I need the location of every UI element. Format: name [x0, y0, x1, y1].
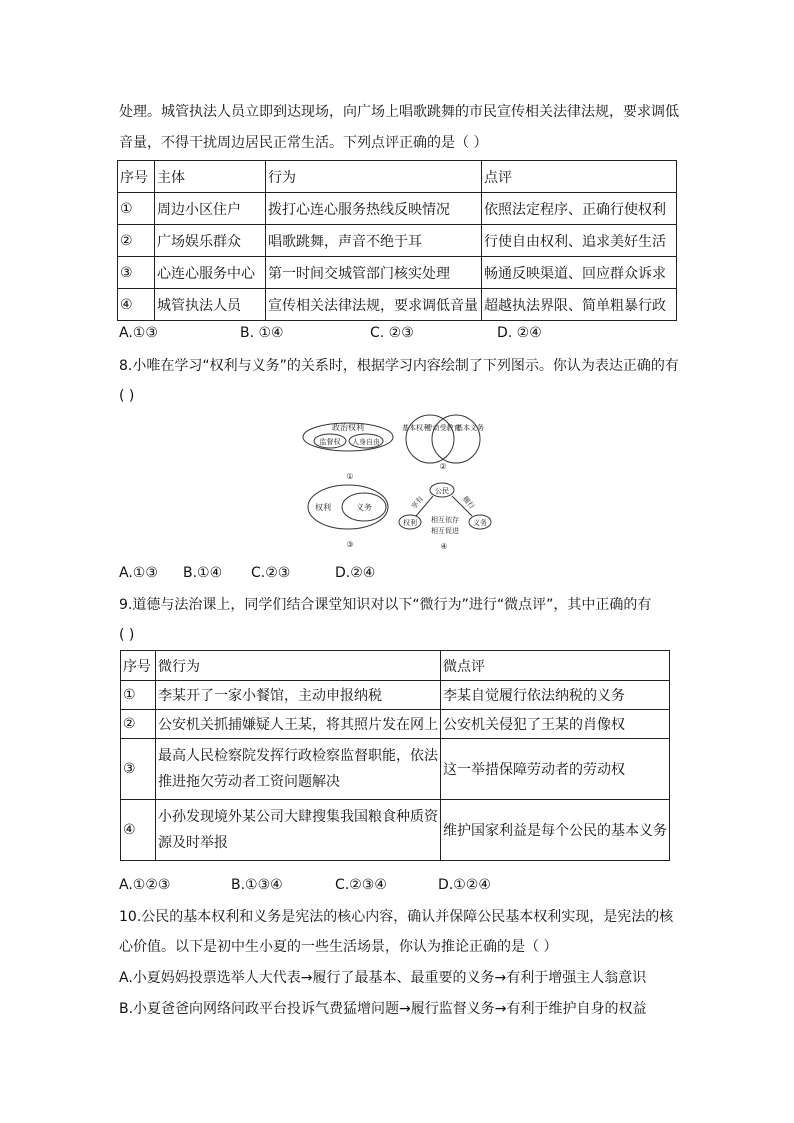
diagram-3 — [308, 485, 388, 549]
table-cell: 唱歌跳舞，声音不绝于耳 — [266, 225, 482, 257]
table-cell: ④ — [118, 289, 155, 321]
option-c[interactable]: C.②③④ — [335, 877, 387, 893]
d2-left-label: 基本权利 — [402, 424, 430, 432]
q7-table — [117, 160, 677, 321]
option-d[interactable]: D.①②④ — [438, 877, 491, 893]
header-cell: 点评 — [482, 161, 677, 193]
q9-stem-line1: 9.道德与法治课上，同学们结合课堂知识对以下“微行为”进行“微点评”，其中正确的有 — [119, 597, 652, 613]
d1-left-label: 监督权 — [319, 438, 341, 446]
diagram-4 — [399, 483, 491, 551]
d4-right-edge-label: 履行 — [460, 494, 477, 511]
option-b[interactable]: B. ①④ — [240, 325, 284, 341]
option-d[interactable]: D.②④ — [335, 565, 376, 581]
table-row — [118, 257, 677, 289]
header-cell: 序号 — [118, 161, 155, 193]
d1-number: ① — [346, 472, 354, 481]
table-cell: ④ — [121, 800, 156, 861]
d4-top-label: 公民 — [435, 487, 449, 495]
header-cell: 主体 — [155, 161, 266, 193]
table-cell: 拨打心连心服务热线反映情况 — [266, 193, 482, 225]
header-cell: 微行为 — [156, 651, 441, 681]
d4-right-label: 义务 — [473, 519, 487, 527]
q10-stem-line2: 心价值。以下是初中生小夏的一些生活场景，你认为推论正确的是（ ） — [119, 939, 558, 955]
table-cell: 周边小区住户 — [155, 193, 266, 225]
table-cell: 李某开了一家小餐馆，主动申报纳税 — [156, 681, 441, 710]
table-cell: ② — [121, 710, 156, 739]
q7-options — [119, 323, 542, 343]
d1-right-label: 人身自由 — [352, 438, 380, 446]
d3-outer-label: 权利 — [315, 503, 331, 512]
q7-intro-line2: 音量，不得干扰周边居民正常生活。下列点评正确的是（ ） — [119, 135, 488, 151]
table-row — [121, 681, 670, 710]
header-cell: 微点评 — [441, 651, 670, 681]
option-c[interactable]: C. ②③ — [370, 325, 414, 341]
option-c[interactable]: C.②③ — [251, 565, 291, 581]
q9-stem-line2: ( ) — [119, 627, 135, 643]
table-cell: 畅通反映渠道、回应群众诉求 — [482, 257, 677, 289]
table-row — [118, 193, 677, 225]
table-cell: ② — [118, 225, 155, 257]
d4-left-edge-label: 享有 — [409, 494, 426, 511]
q10-option-b[interactable]: B.小夏爸爸向网络问政平台投诉气费猛增问题→履行监督义务→有利于维护自身的权益 — [119, 1001, 647, 1017]
d4-bottom-label-2: 相互促进 — [431, 527, 459, 535]
table-cell: 依照法定程序、正确行使权利 — [482, 193, 677, 225]
diagram-1 — [303, 422, 393, 481]
table-row — [121, 710, 670, 739]
table-header-row — [121, 651, 670, 681]
diagram-2 — [402, 415, 484, 471]
table-cell: 城管执法人员 — [155, 289, 266, 321]
d3-inner-label: 义务 — [356, 503, 372, 512]
option-b[interactable]: B.①④ — [183, 565, 223, 581]
table-cell: ① — [121, 681, 156, 710]
q8-options — [119, 563, 375, 583]
table-row — [121, 739, 670, 800]
table-cell: ① — [118, 193, 155, 225]
q7-intro-line1: 处理。城管执法人员立即到达现场，向广场上唱歌跳舞的市民宣传相关法律法规，要求调低 — [119, 104, 679, 120]
option-b[interactable]: B.①③④ — [231, 877, 283, 893]
q10-option-a[interactable]: A.小夏妈妈投票选举人大代表→履行了最基本、最重要的义务→有利于增强主人翁意识 — [119, 970, 647, 986]
table-cell: 超越执法界限、简单粗暴行政 — [482, 289, 677, 321]
header-cell: 行为 — [266, 161, 482, 193]
table-row — [118, 225, 677, 257]
table-cell: 公安机关抓捕嫌疑人王某，将其照片发在网上 — [156, 710, 441, 739]
d2-number: ② — [439, 462, 447, 471]
d4-left-label: 权利 — [403, 519, 417, 527]
d4-number: ④ — [440, 542, 448, 551]
table-cell: ③ — [118, 257, 155, 289]
option-a[interactable]: A.①③ — [119, 325, 158, 341]
d1-outer-label: 政治权利 — [332, 423, 364, 432]
table-cell: 公安机关侵犯了王某的肖像权 — [441, 710, 670, 739]
table-row — [121, 800, 670, 861]
d2-right-label: 基本义务 — [456, 424, 484, 432]
table-cell: ③ — [121, 739, 156, 800]
table-cell: 最高人民检察院发挥行政检察监督职能，依法推进拖欠劳动者工资问题解决 — [156, 739, 441, 800]
d2-center-label: 劳动受教育 — [425, 424, 461, 432]
q9-options — [119, 875, 491, 895]
q8-stem-line2: ( ) — [119, 388, 135, 404]
option-a[interactable]: A.①②③ — [119, 877, 171, 893]
table-cell: 广场娱乐群众 — [155, 225, 266, 257]
d3-number: ③ — [346, 540, 354, 549]
header-cell: 序号 — [121, 651, 156, 681]
table-cell: 行使自由权利、追求美好生活 — [482, 225, 677, 257]
table-cell: 这一举措保障劳动者的劳动权 — [441, 739, 670, 800]
table-cell: 第一时间交城管部门核实处理 — [266, 257, 482, 289]
d4-bottom-label-1: 相互依存 — [431, 516, 459, 524]
table-cell: 维护国家利益是每个公民的基本义务 — [441, 800, 670, 861]
table-cell: 宣传相关法律法规，要求调低音量 — [266, 289, 482, 321]
option-d[interactable]: D. ②④ — [497, 325, 542, 341]
q8-diagram-figure — [300, 412, 510, 556]
table-cell: 李某自觉履行依法纳税的义务 — [441, 681, 670, 710]
option-a[interactable]: A.①③ — [119, 565, 158, 581]
table-cell: 小孙发现境外某公司大肆搜集我国粮食种质资源及时举报 — [156, 800, 441, 861]
table-cell: 心连心服务中心 — [155, 257, 266, 289]
table-row — [118, 289, 677, 321]
q10-stem-line1: 10.公民的基本权利和义务是宪法的核心内容，确认并保障公民基本权利实现，是宪法的核 — [119, 909, 674, 925]
q8-stem-line1: 8.小唯在学习“权利与义务”的关系时，根据学习内容绘制了下列图示。你认为表达正确的有 — [119, 358, 679, 374]
table-header-row — [118, 161, 677, 193]
q9-table — [120, 650, 670, 861]
